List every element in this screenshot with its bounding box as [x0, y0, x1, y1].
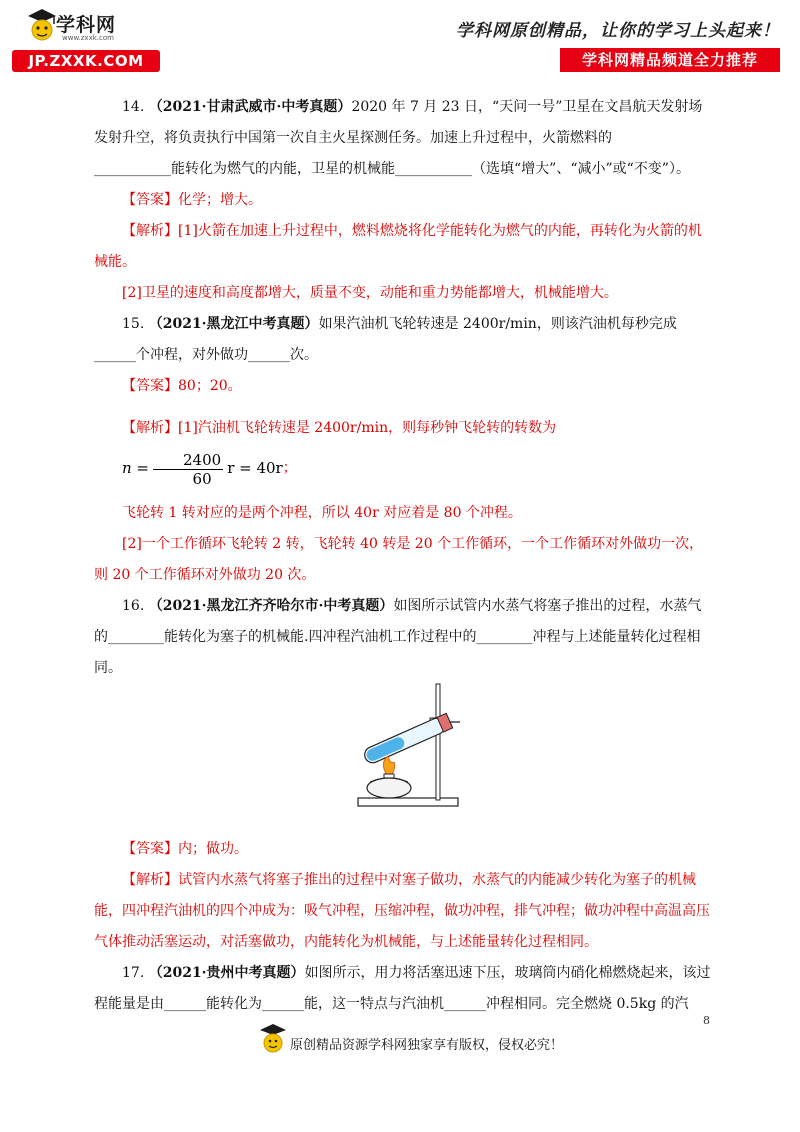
q15-analysis-text-1: [1]汽油机飞轮转速是 2400r/min，则每秒钟飞轮转的转数为: [178, 420, 557, 436]
q15-answer: [94, 371, 714, 402]
logo-text: 学科网: [56, 14, 117, 36]
q16-stem: [94, 591, 714, 684]
q15-source: （2021·黑龙江中考真题）: [148, 316, 319, 332]
q15-analysis-3: [2]一个工作循环飞轮转 2 转，飞轮转 40 转是 20 个工作循环，一个工作循环对外做功一次，则 20 个工作循环对外做功 20 次。: [94, 536, 704, 583]
logo-bar: JP.ZXXK.COM: [12, 50, 160, 72]
q14-analysis-2: [2]卫星的速度和高度都增大，质量不变，动能和重力势能都增大，机械能增大。: [122, 285, 618, 301]
q16-analysis-text-1: 试管内水蒸气将塞子推出的过程中对塞子做功，水蒸气的内能减少转化为塞子的机械能，四冲程汽油机的四个冲成为：吸气冲程，压缩冲程，做功冲程，排气冲程；做功冲程中高温高压气体推动活塞运动，对活塞做功，内能转化为机械能，与上述能量转化过程相同。: [94, 872, 710, 950]
q15-answer-text: 80；20。: [178, 378, 242, 394]
q16-source: （2021·黑龙江齐齐哈尔市·中考真题）: [148, 598, 394, 614]
formula-denominator: 60: [192, 469, 212, 488]
q17-source: （2021·贵州中考真题）: [148, 965, 305, 981]
q15-analysis-2: 飞轮转 1 转对应的是两个冲程，所以 40r 对应着是 80 个冲程。: [122, 505, 522, 521]
analysis-label: 【解析】: [122, 420, 178, 436]
q14-answer-text: 化学；增大。: [178, 192, 262, 208]
formula-rhs: r = 40r: [227, 459, 283, 477]
q16-answer: [94, 834, 714, 865]
q14-stem: [94, 92, 714, 154]
analysis-label: 【解析】: [122, 223, 178, 239]
q14-analysis-1: [94, 216, 714, 278]
header-slogan: 学科网原创精品，让你的学习上头起来！: [456, 21, 780, 41]
logo-url: www.zxxk.com: [62, 34, 114, 42]
answer-label: 【答案】: [122, 192, 178, 208]
page-header: [0, 0, 800, 80]
document-body: [94, 92, 714, 1020]
q16-answer-text: 内；做功。: [178, 841, 248, 857]
q14-text: 2020 年 7 月 23 日，“天问一号”卫星在文昌航天发射场发射升空，将负责执行中国第一次自主火星探测任务。加速上升过程中，火箭燃料的: [94, 99, 703, 146]
q14-answer: [94, 185, 714, 216]
q15-analysis-1: [94, 408, 714, 488]
q14-analysis-text-1: [1]火箭在加速上升过程中，燃料燃烧将化学能转化为燃气的内能，再转化为火箭的机械能。: [94, 223, 702, 270]
test-tube-apparatus-figure: [352, 678, 468, 810]
answer-label: 【答案】: [122, 841, 178, 857]
answer-label: 【答案】: [122, 378, 178, 394]
formula-end: ；: [282, 460, 297, 476]
q17-number: 17.: [122, 965, 145, 981]
q14-source: （2021·甘肃武威市·中考真题）: [148, 99, 352, 115]
q15-blank-line: ______个冲程，对外做功______次。: [94, 347, 318, 363]
formula-numerator: 2400: [153, 451, 223, 470]
q16-number: 16.: [122, 598, 145, 614]
q16-text: 如图所示试管内水蒸气将塞子推出的过程，水蒸气的________能转化为塞子的机械能.四冲程汽油机工作过程中的________冲程与上述能量转化过程相同。: [94, 598, 702, 676]
q15-number: 15.: [122, 316, 145, 332]
q15-stem: [94, 309, 714, 340]
q17-stem: [94, 958, 714, 1020]
analysis-label: 【解析】: [122, 872, 178, 888]
q15-text: 如果汽油机飞轮转速是 2400r/min，则该汽油机每秒完成: [318, 316, 677, 332]
q14-blank-line: ___________能转化为燃气的内能，卫星的机械能___________（选填“增大”、“减小”或“不变”）。: [94, 161, 690, 177]
footer-copyright: 原创精品资源学科网独家享有版权，侵权必究！: [290, 1038, 564, 1053]
formula-lhs: n =: [122, 459, 149, 477]
page-number: 8: [703, 1014, 710, 1027]
q14-number: 14.: [122, 99, 145, 115]
formula: [94, 448, 283, 488]
formula-fraction: [153, 451, 223, 488]
q16-analysis-1: [94, 865, 714, 958]
header-banner: 学科网精品频道全力推荐: [560, 48, 780, 72]
mascot-icon: [258, 1022, 288, 1056]
zxxk-logo[interactable]: [12, 6, 160, 72]
q17-text: 如图所示，用力将活塞迅速下压，玻璃筒内硝化棉燃烧起来，该过程能量是由______能转化为______能，这一特点与汽油机______冲程相同。完全燃烧 0.5kg 的汽: [94, 965, 711, 1012]
